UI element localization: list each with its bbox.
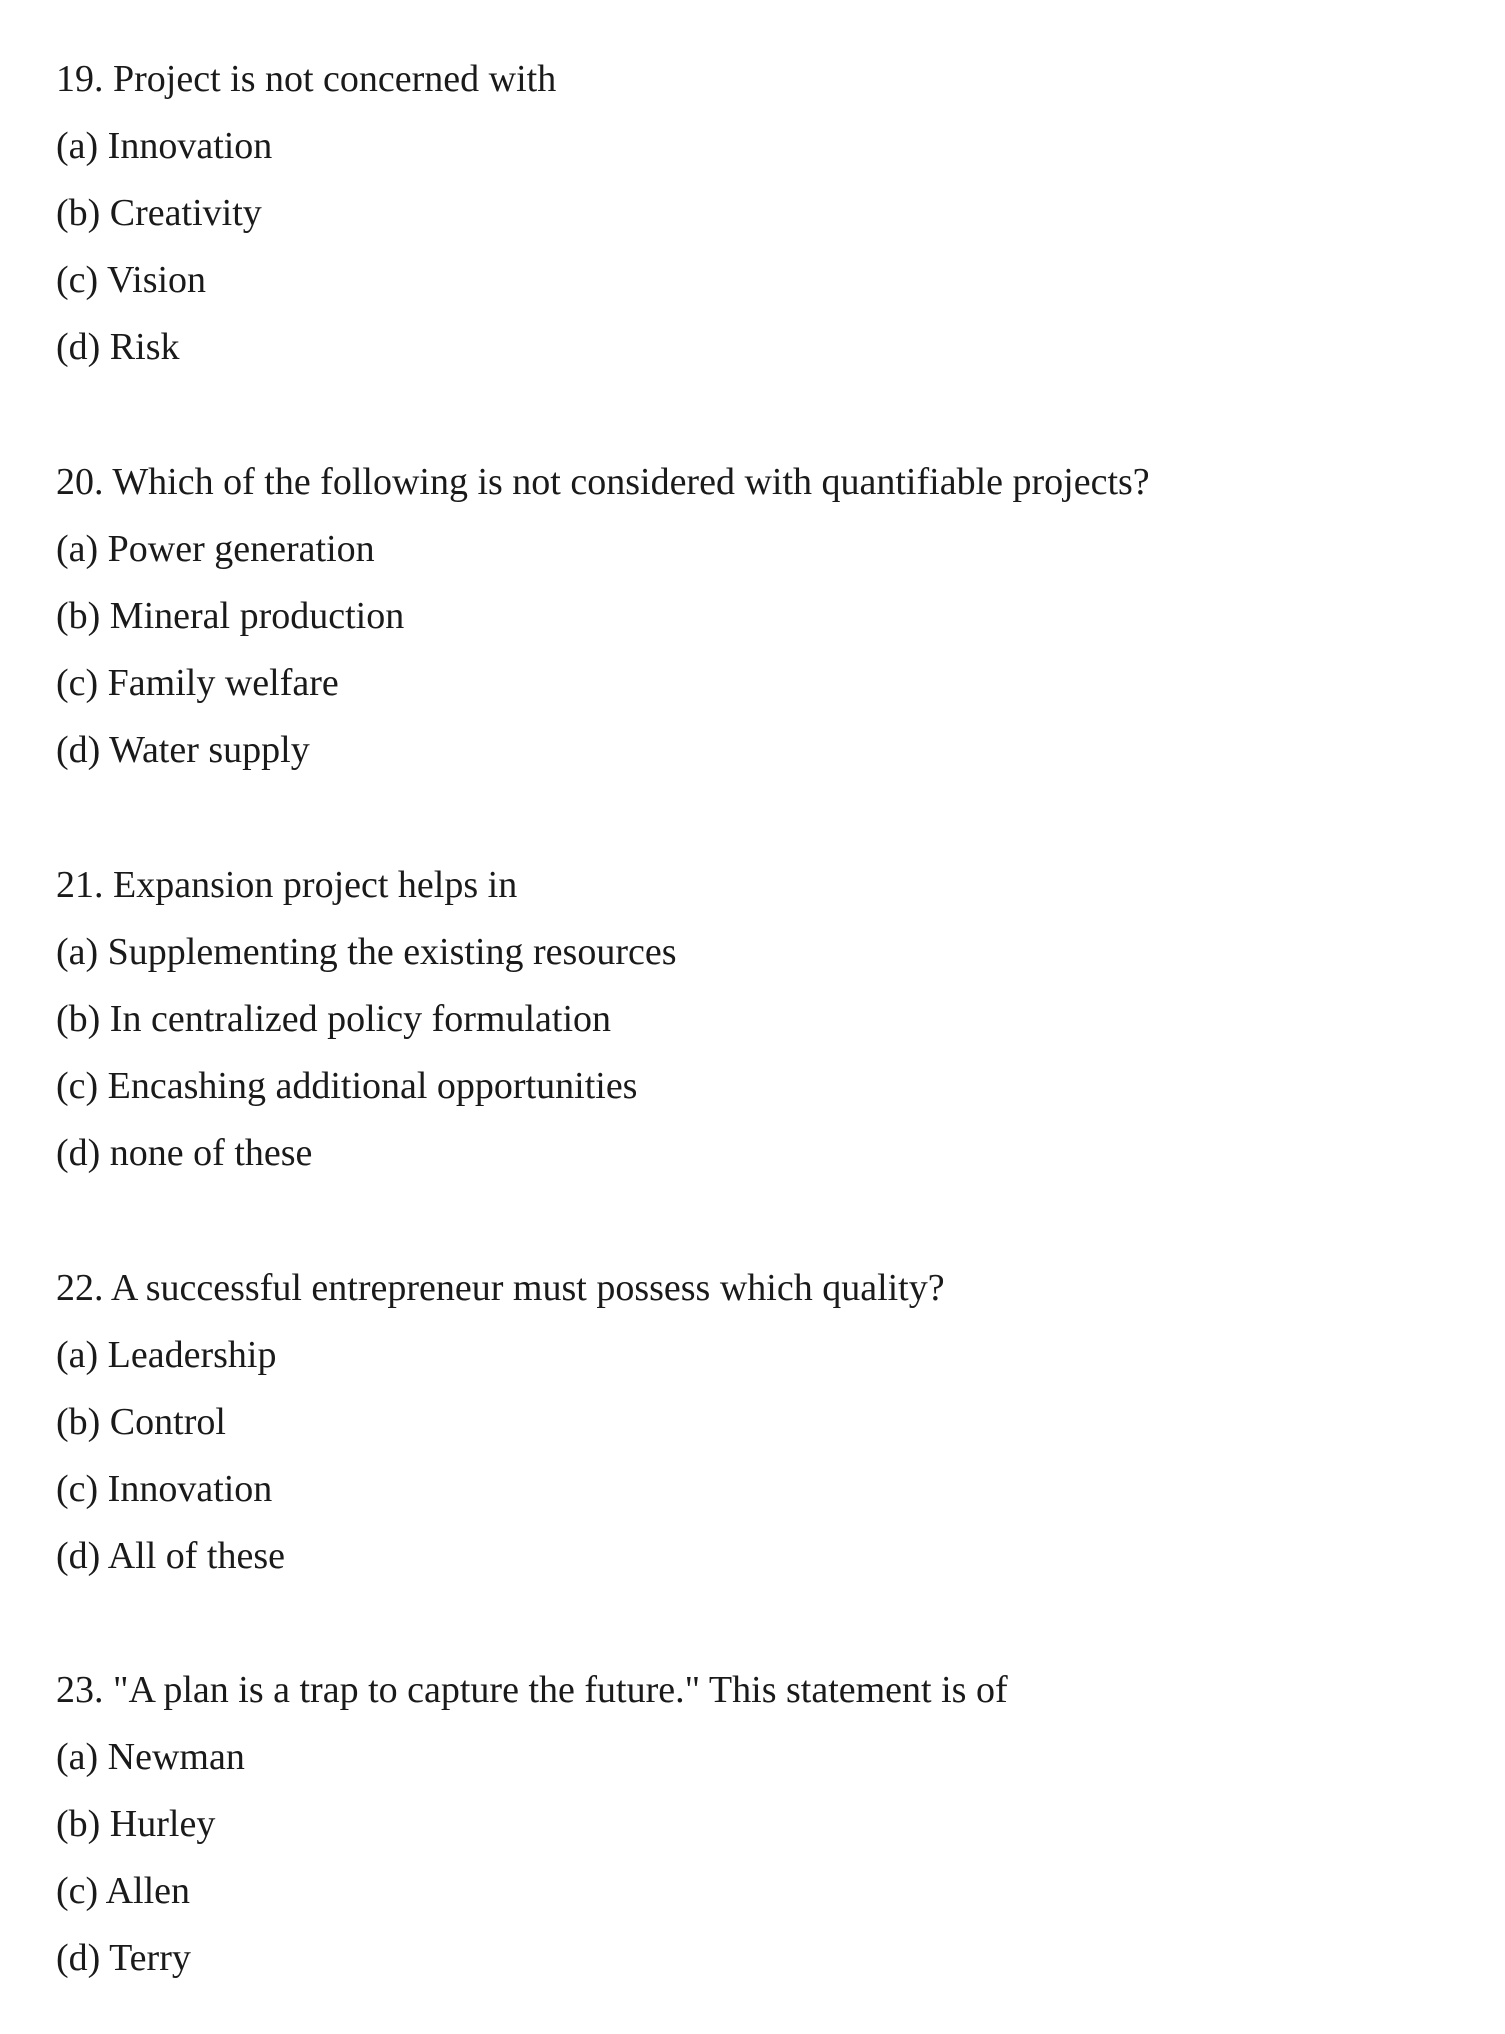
option-d: (d) none of these xyxy=(56,1132,313,1174)
question-text: 19. Project is not concerned with xyxy=(56,58,557,100)
option-d: (d) Water supply xyxy=(56,729,310,771)
question-21 xyxy=(56,866,1456,1201)
question-20 xyxy=(56,463,1456,798)
question-23 xyxy=(56,1671,1456,2006)
option-a: (a) Power generation xyxy=(56,528,375,570)
option-b: (b) Hurley xyxy=(56,1803,216,1845)
question-22 xyxy=(56,1269,1456,1604)
question-text: 20. Which of the following is not considered with quantifiable projects? xyxy=(56,461,1150,503)
question-text: 23. "A plan is a trap to capture the future." This statement is of xyxy=(56,1669,1008,1711)
option-c: (c) Encashing additional opportunities xyxy=(56,1065,638,1107)
option-a: (a) Newman xyxy=(56,1736,245,1778)
option-b: (b) In centralized policy formulation xyxy=(56,998,612,1040)
option-c: (c) Family welfare xyxy=(56,662,339,704)
question-19 xyxy=(56,60,1456,395)
question-text: 21. Expansion project helps in xyxy=(56,864,518,906)
question-text: 22. A successful entrepreneur must possess which quality? xyxy=(56,1267,945,1309)
option-a: (a) Supplementing the existing resources xyxy=(56,931,677,973)
option-a: (a) Innovation xyxy=(56,125,273,167)
option-c: (c) Vision xyxy=(56,259,207,301)
option-a: (a) Leadership xyxy=(56,1334,277,1376)
option-d: (d) All of these xyxy=(56,1535,286,1577)
option-b: (b) Creativity xyxy=(56,192,262,234)
option-c: (c) Innovation xyxy=(56,1468,273,1510)
option-b: (b) Control xyxy=(56,1401,226,1443)
option-c: (c) Allen xyxy=(56,1870,191,1912)
option-d: (d) Risk xyxy=(56,326,180,368)
option-d: (d) Terry xyxy=(56,1937,191,1979)
option-b: (b) Mineral production xyxy=(56,595,405,637)
